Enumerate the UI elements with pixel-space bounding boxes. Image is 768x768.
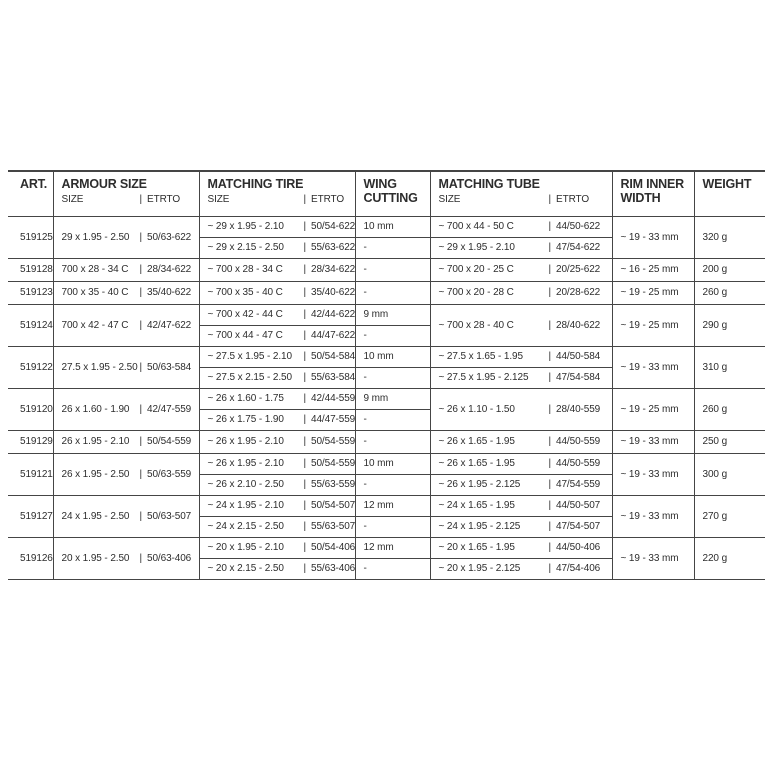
pipe-separator: | bbox=[303, 309, 306, 320]
armour-size-cell bbox=[53, 430, 199, 453]
armour-etrto-text: 50/54-559 bbox=[147, 436, 192, 447]
col-header-rim-inner-width bbox=[612, 171, 694, 216]
tire-size-text: ~ 29 x 2.15 - 2.50 bbox=[207, 242, 284, 253]
tire-etrto-text: 50/54-559 bbox=[311, 458, 355, 469]
pipe-separator: | bbox=[548, 264, 551, 275]
tire-size-cell bbox=[199, 558, 355, 579]
pipe-separator: | bbox=[303, 521, 306, 532]
table-row bbox=[8, 430, 765, 453]
wing-cutting-cell: 12 mm bbox=[355, 537, 430, 558]
tube-etrto-text: 28/40-559 bbox=[556, 403, 601, 415]
weight-cell: 200 g bbox=[694, 258, 765, 281]
tire-size-text: ~ 700 x 35 - 40 C bbox=[207, 287, 283, 298]
armour-size-cell bbox=[53, 346, 199, 388]
table-row bbox=[8, 258, 765, 281]
col-header-art-label: ART. bbox=[20, 177, 47, 191]
tube-size-text: ~ 700 x 44 - 50 C bbox=[438, 221, 514, 232]
armour-size-text: 700 x 42 - 47 C bbox=[61, 319, 129, 331]
pipe-separator: | bbox=[139, 468, 142, 480]
rim-inner-width-cell: ~ 16 - 25 mm bbox=[612, 258, 694, 281]
table-row bbox=[8, 304, 765, 325]
pipe-separator: | bbox=[139, 361, 142, 373]
pipe-separator: | bbox=[548, 372, 551, 383]
pipe-separator: | bbox=[548, 221, 551, 232]
col-header-weight bbox=[694, 171, 765, 216]
weight-cell: 310 g bbox=[694, 346, 765, 388]
sub-header-etrto: ETRTO bbox=[311, 194, 345, 206]
tire-etrto-text: 55/63-406 bbox=[311, 563, 355, 574]
armour-size-cell bbox=[53, 495, 199, 537]
rim-inner-width-cell: ~ 19 - 33 mm bbox=[612, 430, 694, 453]
rim-inner-width-cell: ~ 19 - 33 mm bbox=[612, 346, 694, 388]
wing-cutting-cell: - bbox=[355, 281, 430, 304]
rim-inner-width-cell: ~ 19 - 33 mm bbox=[612, 537, 694, 579]
armour-size-cell bbox=[53, 388, 199, 430]
tire-size-cell bbox=[199, 367, 355, 388]
tire-size-cell bbox=[199, 304, 355, 325]
armour-size-cell bbox=[53, 537, 199, 579]
tire-etrto-text: 35/40-622 bbox=[311, 287, 355, 298]
tube-size-text: ~ 26 x 1.95 - 2.125 bbox=[438, 479, 521, 490]
pipe-separator: | bbox=[303, 287, 306, 298]
tire-size-text: ~ 26 x 1.75 - 1.90 bbox=[207, 414, 284, 425]
armour-size-text: 24 x 1.95 - 2.50 bbox=[61, 510, 130, 522]
tire-size-text: ~ 20 x 2.15 - 2.50 bbox=[207, 563, 284, 574]
pipe-separator: | bbox=[139, 231, 142, 243]
table-row bbox=[8, 495, 765, 516]
armour-size-cell bbox=[53, 453, 199, 495]
tube-etrto-text: 20/28-622 bbox=[556, 287, 601, 298]
armour-size-text: 26 x 1.95 - 2.10 bbox=[61, 436, 130, 447]
tube-size-cell bbox=[430, 367, 612, 388]
tire-etrto-text: 44/47-622 bbox=[311, 330, 355, 341]
pipe-separator: | bbox=[139, 436, 142, 447]
tube-size-text: ~ 26 x 1.65 - 1.95 bbox=[438, 458, 515, 469]
armour-size-text: 700 x 28 - 34 C bbox=[61, 264, 129, 275]
tube-etrto-text: 47/54-406 bbox=[556, 563, 601, 574]
tire-size-text: ~ 24 x 2.15 - 2.50 bbox=[207, 521, 284, 532]
tire-size-text: ~ 29 x 1.95 - 2.10 bbox=[207, 221, 284, 232]
armour-size-cell bbox=[53, 216, 199, 258]
pipe-separator: | bbox=[303, 242, 306, 253]
tube-size-cell bbox=[430, 474, 612, 495]
weight-cell: 290 g bbox=[694, 304, 765, 346]
art-number: 519121 bbox=[8, 453, 53, 495]
pipe-separator: | bbox=[139, 287, 142, 298]
tire-size-cell bbox=[199, 237, 355, 258]
tube-size-cell bbox=[430, 304, 612, 346]
pipe-separator: | bbox=[548, 458, 551, 469]
pipe-separator: | bbox=[548, 351, 551, 362]
pipe-separator: | bbox=[139, 510, 142, 522]
tube-size-cell bbox=[430, 237, 612, 258]
wing-cutting-cell: - bbox=[355, 258, 430, 281]
weight-cell: 260 g bbox=[694, 281, 765, 304]
tire-size-text: ~ 24 x 1.95 - 2.10 bbox=[207, 500, 284, 511]
col-header-matching-tire bbox=[199, 171, 355, 216]
tire-size-text: ~ 26 x 1.95 - 2.10 bbox=[207, 436, 284, 447]
tube-size-cell bbox=[430, 258, 612, 281]
rim-inner-width-cell: ~ 19 - 25 mm bbox=[612, 304, 694, 346]
weight-cell: 270 g bbox=[694, 495, 765, 537]
pipe-separator: | bbox=[303, 414, 306, 425]
armour-etrto-text: 42/47-622 bbox=[147, 319, 192, 331]
header-row bbox=[8, 171, 765, 216]
pipe-separator: | bbox=[139, 403, 142, 415]
col-header-matching-tube bbox=[430, 171, 612, 216]
pipe-separator: | bbox=[139, 264, 142, 275]
tube-size-text: ~ 26 x 1.10 - 1.50 bbox=[438, 403, 515, 415]
armour-size-cell bbox=[53, 258, 199, 281]
pipe-separator: | bbox=[303, 393, 306, 404]
pipe-separator: | bbox=[303, 500, 306, 511]
tube-size-cell bbox=[430, 281, 612, 304]
pipe-separator: | bbox=[548, 403, 551, 415]
wing-cutting-cell: - bbox=[355, 409, 430, 430]
rim-inner-width-cell: ~ 19 - 33 mm bbox=[612, 453, 694, 495]
col-header-rim-label: RIM INNER WIDTH bbox=[620, 177, 684, 206]
armour-etrto-text: 50/63-559 bbox=[147, 468, 192, 480]
rim-inner-width-cell: ~ 19 - 25 mm bbox=[612, 281, 694, 304]
col-header-art bbox=[8, 171, 53, 216]
tire-size-text: ~ 700 x 42 - 44 C bbox=[207, 309, 283, 320]
tube-etrto-text: 47/54-584 bbox=[556, 372, 601, 383]
tire-etrto-text: 50/54-559 bbox=[311, 436, 355, 447]
tire-etrto-text: 44/47-559 bbox=[311, 414, 355, 425]
tube-etrto-text: 44/50-622 bbox=[556, 221, 601, 232]
tube-size-cell bbox=[430, 430, 612, 453]
tube-size-text: ~ 24 x 1.95 - 2.125 bbox=[438, 521, 521, 532]
pipe-separator: | bbox=[303, 479, 306, 490]
tube-etrto-text: 28/40-622 bbox=[556, 319, 601, 331]
tube-size-cell bbox=[430, 346, 612, 367]
wing-cutting-cell: 10 mm bbox=[355, 346, 430, 367]
table-row bbox=[8, 346, 765, 367]
rim-inner-width-cell: ~ 19 - 33 mm bbox=[612, 216, 694, 258]
pipe-separator: | bbox=[303, 542, 306, 553]
weight-cell: 260 g bbox=[694, 388, 765, 430]
table-row bbox=[8, 216, 765, 237]
sub-header-etrto: ETRTO bbox=[556, 194, 590, 206]
col-header-tire-label: MATCHING TIRE bbox=[207, 177, 304, 191]
col-header-armour-label: ARMOUR SIZE bbox=[61, 177, 147, 191]
tube-size-text: ~ 24 x 1.65 - 1.95 bbox=[438, 500, 515, 511]
tire-etrto-text: 55/63-507 bbox=[311, 521, 355, 532]
tube-size-text: ~ 29 x 1.95 - 2.10 bbox=[438, 242, 515, 253]
tire-size-text: ~ 26 x 1.95 - 2.10 bbox=[207, 458, 284, 469]
tube-size-text: ~ 26 x 1.65 - 1.95 bbox=[438, 436, 515, 447]
wing-cutting-cell: - bbox=[355, 558, 430, 579]
table-row bbox=[8, 281, 765, 304]
wing-cutting-cell: - bbox=[355, 430, 430, 453]
col-header-wing-cutting bbox=[355, 171, 430, 216]
rim-inner-width-cell: ~ 19 - 25 mm bbox=[612, 388, 694, 430]
art-number: 519125 bbox=[8, 216, 53, 258]
pipe-separator: | bbox=[303, 436, 306, 447]
wing-cutting-cell: 9 mm bbox=[355, 388, 430, 409]
rim-inner-width-cell: ~ 19 - 33 mm bbox=[612, 495, 694, 537]
spec-table-container bbox=[8, 170, 765, 580]
tire-size-cell bbox=[199, 537, 355, 558]
pipe-separator: | bbox=[139, 194, 142, 206]
pipe-separator: | bbox=[548, 542, 551, 553]
armour-size-text: 20 x 1.95 - 2.50 bbox=[61, 552, 130, 564]
pipe-separator: | bbox=[303, 330, 306, 341]
tire-size-text: ~ 26 x 1.60 - 1.75 bbox=[207, 393, 284, 404]
sub-header-etrto: ETRTO bbox=[147, 194, 181, 206]
tube-size-cell bbox=[430, 388, 612, 430]
wing-cutting-cell: 10 mm bbox=[355, 453, 430, 474]
pipe-separator: | bbox=[548, 194, 551, 206]
armour-etrto-text: 50/63-406 bbox=[147, 552, 192, 564]
wing-cutting-cell: - bbox=[355, 516, 430, 537]
sub-header-size: SIZE bbox=[61, 194, 84, 206]
spec-table bbox=[8, 170, 765, 580]
table-row bbox=[8, 453, 765, 474]
art-number: 519120 bbox=[8, 388, 53, 430]
tire-etrto-text: 50/54-406 bbox=[311, 542, 355, 553]
tire-size-cell bbox=[199, 258, 355, 281]
tube-etrto-text: 44/50-507 bbox=[556, 500, 601, 511]
wing-cutting-cell: 9 mm bbox=[355, 304, 430, 325]
tire-size-cell bbox=[199, 216, 355, 237]
pipe-separator: | bbox=[548, 563, 551, 574]
tube-etrto-text: 47/54-507 bbox=[556, 521, 601, 532]
weight-cell: 220 g bbox=[694, 537, 765, 579]
art-number: 519124 bbox=[8, 304, 53, 346]
tire-etrto-text: 50/54-584 bbox=[311, 351, 355, 362]
tire-size-cell bbox=[199, 495, 355, 516]
tube-size-text: ~ 27.5 x 1.95 - 2.125 bbox=[438, 372, 529, 383]
pipe-separator: | bbox=[548, 521, 551, 532]
tube-size-cell bbox=[430, 453, 612, 474]
pipe-separator: | bbox=[303, 458, 306, 469]
tube-size-cell bbox=[430, 537, 612, 558]
tube-size-text: ~ 20 x 1.95 - 2.125 bbox=[438, 563, 521, 574]
pipe-separator: | bbox=[548, 500, 551, 511]
armour-size-text: 26 x 1.60 - 1.90 bbox=[61, 403, 130, 415]
tube-size-cell bbox=[430, 516, 612, 537]
wing-cutting-cell: 12 mm bbox=[355, 495, 430, 516]
art-number: 519122 bbox=[8, 346, 53, 388]
pipe-separator: | bbox=[139, 319, 142, 331]
armour-size-text: 26 x 1.95 - 2.50 bbox=[61, 468, 130, 480]
pipe-separator: | bbox=[548, 479, 551, 490]
pipe-separator: | bbox=[303, 351, 306, 362]
tire-etrto-text: 50/54-622 bbox=[311, 221, 355, 232]
art-number: 519127 bbox=[8, 495, 53, 537]
pipe-separator: | bbox=[303, 563, 306, 574]
pipe-separator: | bbox=[303, 372, 306, 383]
tire-size-cell bbox=[199, 516, 355, 537]
tire-size-text: ~ 700 x 28 - 34 C bbox=[207, 264, 283, 275]
tire-etrto-text: 42/44-559 bbox=[311, 393, 355, 404]
art-number: 519123 bbox=[8, 281, 53, 304]
tube-size-text: ~ 700 x 20 - 25 C bbox=[438, 264, 514, 275]
tire-size-cell bbox=[199, 474, 355, 495]
art-number: 519128 bbox=[8, 258, 53, 281]
art-number: 519129 bbox=[8, 430, 53, 453]
tire-etrto-text: 55/63-559 bbox=[311, 479, 355, 490]
col-header-tube-label: MATCHING TUBE bbox=[438, 177, 540, 191]
tire-size-cell bbox=[199, 388, 355, 409]
tire-size-text: ~ 700 x 44 - 47 C bbox=[207, 330, 283, 341]
armour-etrto-text: 35/40-622 bbox=[147, 287, 192, 298]
table-row bbox=[8, 388, 765, 409]
tire-size-text: ~ 27.5 x 1.95 - 2.10 bbox=[207, 351, 292, 362]
armour-size-text: 29 x 1.95 - 2.50 bbox=[61, 231, 130, 243]
pipe-separator: | bbox=[548, 436, 551, 447]
pipe-separator: | bbox=[303, 221, 306, 232]
tube-etrto-text: 44/50-559 bbox=[556, 458, 601, 469]
tube-size-text: ~ 700 x 28 - 40 C bbox=[438, 319, 514, 331]
armour-size-text: 700 x 35 - 40 C bbox=[61, 287, 129, 298]
art-number: 519126 bbox=[8, 537, 53, 579]
wing-cutting-cell: - bbox=[355, 237, 430, 258]
armour-etrto-text: 42/47-559 bbox=[147, 403, 192, 415]
tire-size-text: ~ 20 x 1.95 - 2.10 bbox=[207, 542, 284, 553]
wing-cutting-cell: - bbox=[355, 367, 430, 388]
pipe-separator: | bbox=[548, 287, 551, 298]
tire-etrto-text: 42/44-622 bbox=[311, 309, 355, 320]
tube-etrto-text: 44/50-559 bbox=[556, 436, 601, 447]
pipe-separator: | bbox=[303, 194, 306, 206]
armour-etrto-text: 50/63-622 bbox=[147, 231, 192, 243]
pipe-separator: | bbox=[303, 264, 306, 275]
tire-etrto-text: 50/54-507 bbox=[311, 500, 355, 511]
tube-etrto-text: 47/54-559 bbox=[556, 479, 601, 490]
col-header-armour-size bbox=[53, 171, 199, 216]
col-header-wing-label: WING CUTTING bbox=[363, 177, 418, 206]
armour-etrto-text: 50/63-584 bbox=[147, 361, 192, 373]
tire-size-cell bbox=[199, 346, 355, 367]
tube-size-text: ~ 20 x 1.65 - 1.95 bbox=[438, 542, 515, 553]
armour-size-text: 27.5 x 1.95 - 2.50 bbox=[61, 361, 138, 373]
pipe-separator: | bbox=[548, 242, 551, 253]
weight-cell: 320 g bbox=[694, 216, 765, 258]
tire-etrto-text: 55/63-622 bbox=[311, 242, 355, 253]
pipe-separator: | bbox=[139, 552, 142, 564]
tube-etrto-text: 47/54-622 bbox=[556, 242, 601, 253]
tube-etrto-text: 44/50-584 bbox=[556, 351, 601, 362]
wing-cutting-cell: - bbox=[355, 474, 430, 495]
sub-header-size: SIZE bbox=[438, 194, 461, 206]
tube-etrto-text: 44/50-406 bbox=[556, 542, 601, 553]
sub-header-size: SIZE bbox=[207, 194, 230, 206]
tire-size-cell bbox=[199, 430, 355, 453]
wing-cutting-cell: 10 mm bbox=[355, 216, 430, 237]
weight-cell: 300 g bbox=[694, 453, 765, 495]
armour-size-cell bbox=[53, 304, 199, 346]
armour-size-cell bbox=[53, 281, 199, 304]
tire-size-cell bbox=[199, 281, 355, 304]
tire-size-text: ~ 26 x 2.10 - 2.50 bbox=[207, 479, 284, 490]
pipe-separator: | bbox=[548, 319, 551, 331]
tube-etrto-text: 20/25-622 bbox=[556, 264, 601, 275]
armour-etrto-text: 28/34-622 bbox=[147, 264, 192, 275]
armour-etrto-text: 50/63-507 bbox=[147, 510, 192, 522]
tire-etrto-text: 28/34-622 bbox=[311, 264, 355, 275]
tube-size-text: ~ 700 x 20 - 28 C bbox=[438, 287, 514, 298]
tube-size-cell bbox=[430, 558, 612, 579]
tire-etrto-text: 55/63-584 bbox=[311, 372, 355, 383]
col-header-weight-label: WEIGHT bbox=[702, 177, 752, 191]
tube-size-cell bbox=[430, 216, 612, 237]
tire-size-text: ~ 27.5 x 2.15 - 2.50 bbox=[207, 372, 292, 383]
tube-size-text: ~ 27.5 x 1.65 - 1.95 bbox=[438, 351, 523, 362]
wing-cutting-cell: - bbox=[355, 325, 430, 346]
tire-size-cell bbox=[199, 453, 355, 474]
tire-size-cell bbox=[199, 325, 355, 346]
table-row bbox=[8, 537, 765, 558]
weight-cell: 250 g bbox=[694, 430, 765, 453]
tire-size-cell bbox=[199, 409, 355, 430]
tube-size-cell bbox=[430, 495, 612, 516]
